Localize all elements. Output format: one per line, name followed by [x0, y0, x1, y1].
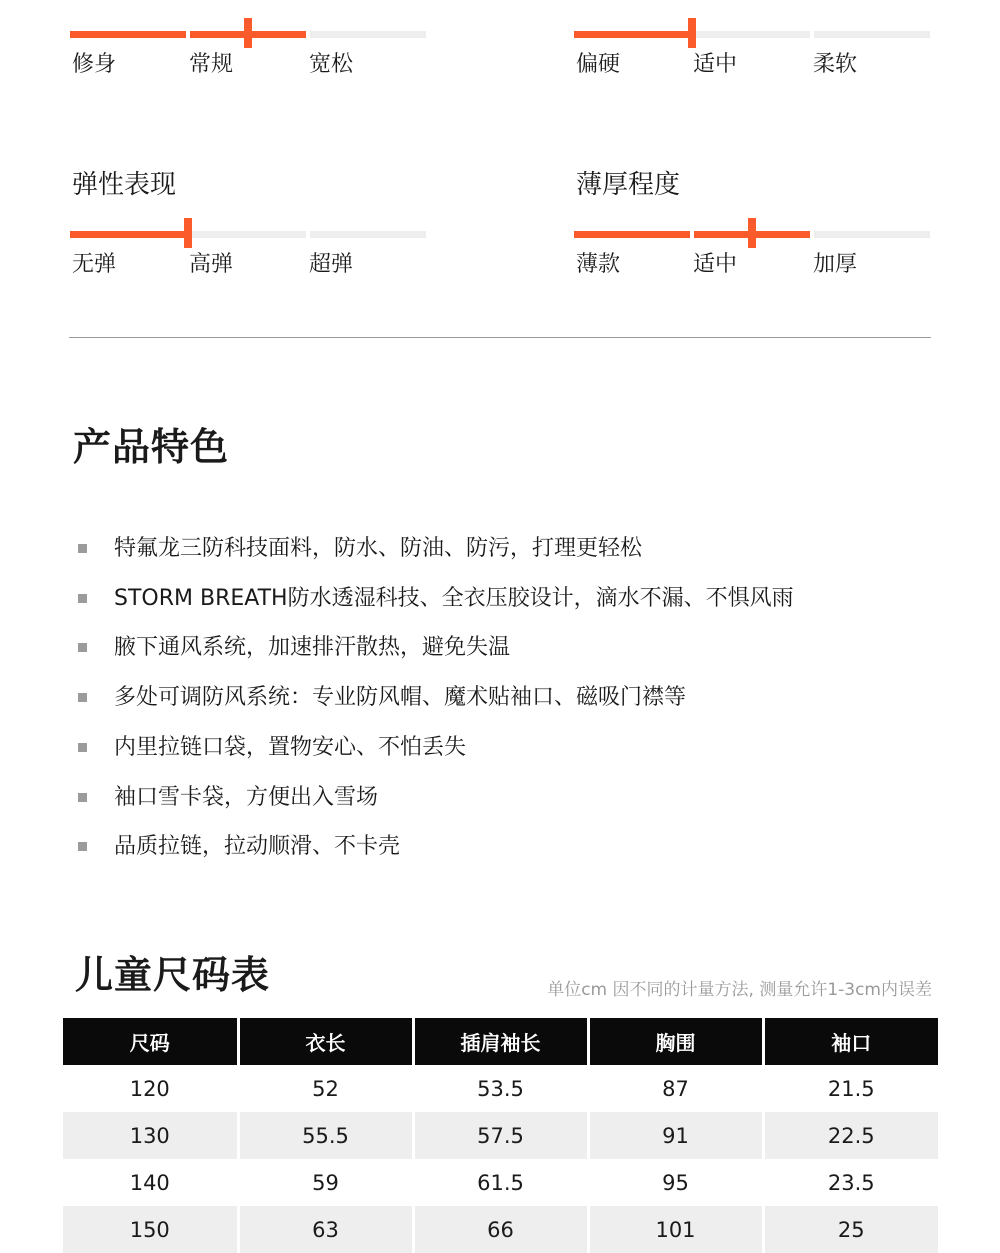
scale-track [70, 230, 426, 240]
size-table-header-cell: 衣长 [238, 1018, 413, 1065]
section-divider [69, 337, 931, 338]
scale-marker [748, 218, 756, 248]
table-cell: 63 [238, 1206, 413, 1253]
table-cell: 95 [588, 1159, 763, 1206]
scale-label: 偏硬 [576, 52, 621, 77]
feature-text: 多处可调防风系统：专业防风帽、魔术贴袖口、磁吸门襟等 [114, 685, 687, 711]
scale-segment [694, 31, 810, 38]
feature-text: STORM BREATH防水透湿科技、全衣压胶设计，滴水不漏、不惧风雨 [114, 585, 794, 611]
scale-segment [814, 31, 930, 38]
scale-segment [70, 31, 186, 38]
table-cell: 120 [63, 1065, 238, 1112]
table-cell: 87 [588, 1065, 763, 1112]
scale-segment [190, 231, 306, 238]
table-cell: 91 [588, 1112, 763, 1159]
table-cell: 101 [588, 1206, 763, 1253]
scale-label: 修身 [72, 52, 117, 77]
scale-segment [814, 231, 930, 238]
scale-label: 柔软 [813, 52, 858, 77]
table-cell: 22.5 [763, 1112, 938, 1159]
size-table-header-cell: 袖口 [763, 1018, 938, 1065]
table-cell: 59 [238, 1159, 413, 1206]
table-row [63, 1112, 938, 1159]
square-bullet-icon [78, 594, 87, 603]
square-bullet-icon [78, 842, 87, 851]
elasticity-title: 弹性表现 [72, 170, 177, 200]
scale-label: 宽松 [309, 52, 354, 77]
square-bullet-icon [78, 793, 87, 802]
feature-text: 袖口雪卡袋，方便出入雪场 [114, 784, 379, 810]
square-bullet-icon [78, 743, 87, 752]
table-cell: 52 [238, 1065, 413, 1112]
table-cell: 150 [63, 1206, 238, 1253]
table-cell: 66 [413, 1206, 588, 1253]
scale-track [574, 230, 930, 240]
scale-label: 超弹 [309, 252, 354, 277]
scale-label: 高弹 [189, 252, 234, 277]
size-table-header-cell: 尺码 [63, 1018, 238, 1065]
feature-text: 腋下通风系统，加速排汗散热，避免失温 [114, 635, 511, 661]
scale-segment [310, 231, 426, 238]
feature-text: 品质拉链，拉动顺滑、不卡壳 [114, 834, 401, 860]
feature-text: 特氟龙三防科技面料，防水、防油、防污，打理更轻松 [114, 536, 643, 561]
size-chart-note: 单位cm 因不同的计量方法, 测量允许1-3cm内误差 [547, 980, 932, 1000]
size-chart-heading: 儿童尺码表 [75, 953, 271, 997]
scale-label: 加厚 [813, 252, 858, 277]
table-row [63, 1065, 938, 1112]
table-cell: 53.5 [413, 1065, 588, 1112]
scale-marker [184, 218, 192, 248]
table-cell: 57.5 [413, 1112, 588, 1159]
table-cell: 140 [63, 1159, 238, 1206]
size-table-header-cell: 插肩袖长 [413, 1018, 588, 1065]
scale-segment [574, 31, 690, 38]
scale-track [574, 30, 930, 40]
table-row [63, 1206, 938, 1253]
square-bullet-icon [78, 544, 87, 553]
scale-label: 适中 [693, 252, 738, 277]
table-cell: 130 [63, 1112, 238, 1159]
scale-label: 无弹 [72, 252, 117, 277]
table-cell: 55.5 [238, 1112, 413, 1159]
table-cell: 23.5 [827, 1170, 875, 1195]
size-table-header [63, 1018, 938, 1065]
square-bullet-icon [78, 643, 87, 652]
feature-text: 内里拉链口袋，置物安心、不怕丢失 [114, 734, 467, 760]
scale-segment [310, 31, 426, 38]
scale-label: 适中 [693, 52, 738, 77]
square-bullet-icon [78, 693, 87, 702]
scale-segment [70, 231, 186, 238]
table-cell: 25 [763, 1206, 938, 1253]
scale-label: 常规 [189, 52, 234, 77]
scale-track [70, 30, 426, 40]
scale-marker [688, 18, 696, 48]
scale-segment [574, 231, 690, 238]
thickness-title: 薄厚程度 [576, 170, 681, 200]
size-table-header-cell: 胸围 [588, 1018, 763, 1065]
scale-label: 薄款 [576, 252, 621, 277]
table-cell: 21.5 [827, 1076, 875, 1101]
scale-marker [244, 18, 252, 48]
size-table [63, 1018, 938, 1253]
table-cell: 61.5 [413, 1159, 588, 1206]
features-heading: 产品特色 [73, 425, 230, 469]
table-row [63, 1159, 938, 1206]
